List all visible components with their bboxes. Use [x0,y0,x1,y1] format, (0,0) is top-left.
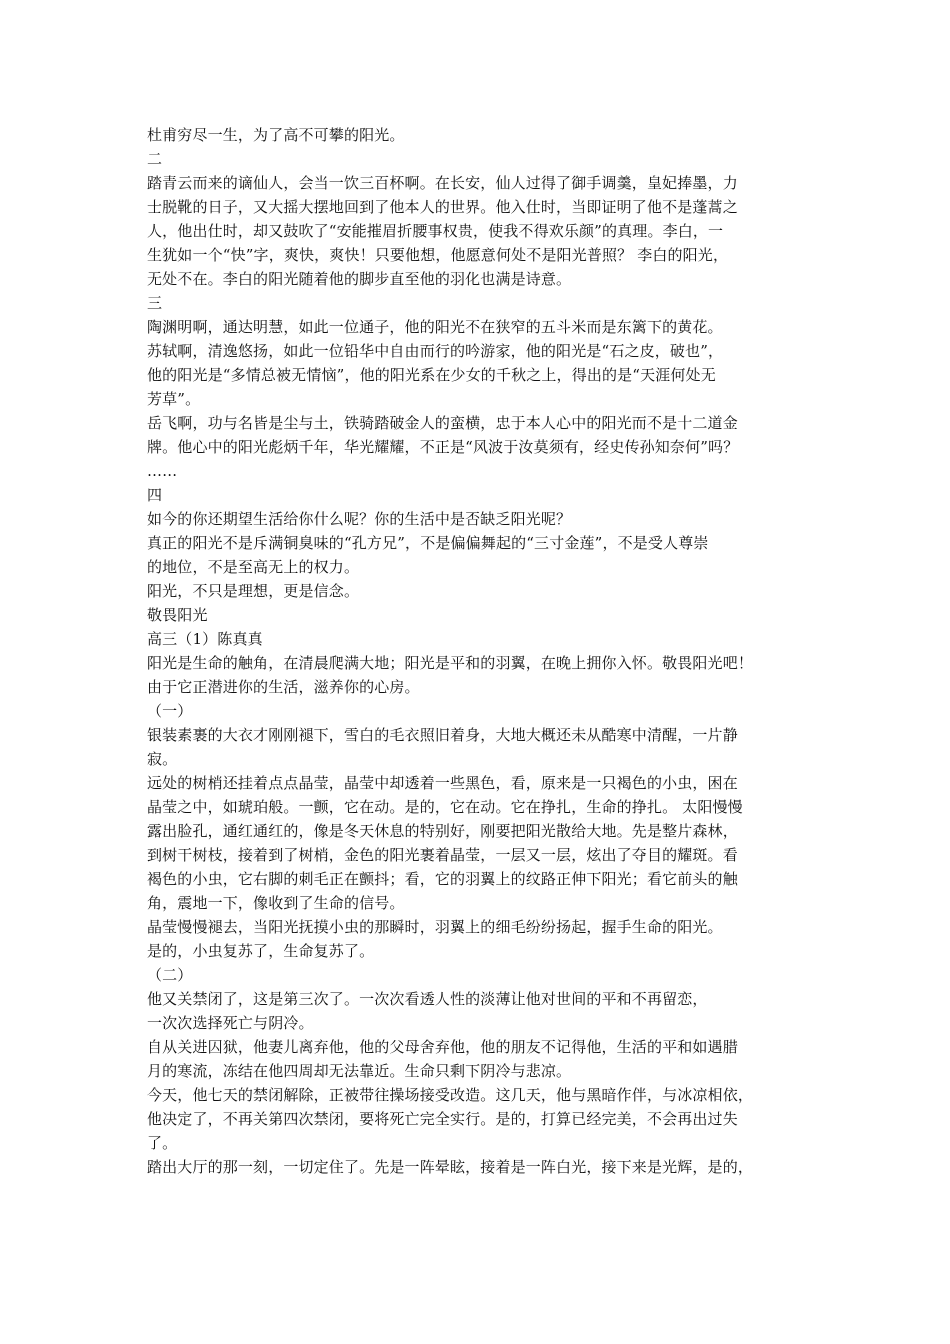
text-line: （一） [147,702,193,720]
text-line: 芳草”。 [147,390,201,408]
text-line: 陶渊明啊，通达明慧，如此一位通子，他的阳光不在狭窄的五斗米而是东篱下的黄花。 [147,318,723,336]
text-line: 今天，他七天的禁闭解除，正被带往操场接受改造。这几天，他与黑暗作伴，与冰凉相依， [147,1086,754,1104]
text-line: 是的，小虫复苏了，生命复苏了。 [147,942,375,960]
text-line: 由于它正潜进你的生活，滋养你的心房。 [147,678,420,696]
text-line: 自从关进囚狱，他妻儿离弃他，他的父母舍弃他，他的朋友不记得他，生活的平和如遇腊 [147,1038,738,1056]
text-line: 杜甫穷尽一生，为了高不可攀的阳光。 [147,126,405,144]
text-line: 月的寒流，冻结在他四周却无法靠近。生命只剩下阴冷与悲凉。 [147,1062,572,1080]
text-line: 二 [147,150,163,168]
text-line: 人，他出仕时，却又鼓吹了“安能摧眉折腰事权贵，使我不得欢乐颜”的真理。李白，一 [147,222,724,240]
text-line: 苏轼啊，清逸悠扬，如此一位铅华中自由而行的吟游家，他的阳光是“石之皮，破也”， [147,342,724,360]
text-line: 阳光是生命的触角，在清晨爬满大地；阳光是平和的羽翼，在晚上拥你入怀。敬畏阳光吧！ [147,654,754,672]
text-line: 他决定了，不再关第四次禁闭，要将死亡完全实行。是的，打算已经完美，不会再出过失 [147,1110,738,1128]
text-line: 三 [147,294,163,312]
text-line: 无处不在。李白的阳光随着他的脚步直至他的羽化也满是诗意。 [147,270,572,288]
text-line: 了。 [147,1134,178,1152]
text-line: 士脱靴的日子，又大摇大摆地回到了他本人的世界。他入仕时，当即证明了他不是蓬蒿之 [147,198,738,216]
text-line: 高三（1）陈真真 [147,630,263,648]
text-line: 一次次选择死亡与阴冷。 [147,1014,314,1032]
text-line: 的地位，不是至高无上的权力。 [147,558,360,576]
text-line: 远处的树梢还挂着点点晶莹，晶莹中却透着一些黑色，看，原来是一只褐色的小虫，困在 [147,774,738,792]
text-line: 牌。他心中的阳光彪炳千年，华光耀耀，不正是“风波于汝莫须有，经史传孙知奈何”吗？ [147,438,739,456]
text-line: 如今的你还期望生活给你什么呢？你的生活中是否缺乏阳光呢？ [147,510,572,528]
essay-body [147,123,827,1179]
text-line: …… [147,462,178,480]
text-line: 角，震地一下，像收到了生命的信号。 [147,894,405,912]
text-line: 寂。 [147,750,178,768]
text-line: 褐色的小虫，它右脚的刺毛正在颤抖；看，它的羽翼上的纹路正伸下阳光；看它前头的触 [147,870,738,888]
text-line: （二） [147,966,193,984]
text-line: 踏出大厅的那一刻，一切定住了。先是一阵晕眩，接着是一阵白光，接下来是光辉，是的， [147,1158,754,1176]
text-line: 他又关禁闭了，这是第三次了。一次次看透人性的淡薄让他对世间的平和不再留恋， [147,990,708,1008]
text-line: 四 [147,486,163,504]
text-line: 到树干树枝，接着到了树梢，金色的阳光裹着晶莹，一层又一层，炫出了夺目的耀斑。看 [147,846,738,864]
text-line: 露出脸孔，通红通红的，像是冬天休息的特别好，刚要把阳光散给大地。先是整片森林， [147,822,738,840]
text-line: 敬畏阳光 [147,606,208,624]
text-line: 踏青云而来的谪仙人，会当一饮三百杯啊。在长安，仙人过得了御手调羹，皇妃捧墨，力 [147,174,738,192]
text-line: 晶莹之中，如琥珀般。一颤，它在动。是的，它在动。它在挣扎，生命的挣扎。 太阳慢慢 [147,798,743,816]
text-line: 岳飞啊，功与名皆是尘与土，铁骑踏破金人的蛮横，忠于本人心中的阳光而不是十二道金 [147,414,738,432]
text-line: 银装素裹的大衣才刚刚褪下，雪白的毛衣照旧着身，大地大概还未从酷寒中清醒，一片静 [147,726,738,744]
text-line: 他的阳光是“多情总被无情恼”，他的阳光系在少女的千秋之上，得出的是“天涯何处无 [147,366,716,384]
text-line: 阳光，不只是理想，更是信念。 [147,582,360,600]
text-line: 晶莹慢慢褪去，当阳光抚摸小虫的那瞬时，羽翼上的细毛纷纷扬起，握手生命的阳光。 [147,918,723,936]
text-line: 生犹如一个“快”字，爽快，爽快！只要他想，他愿意何处不是阳光普照？ 李白的阳光， [147,246,729,264]
text-line: 真正的阳光不是斥满铜臭味的“孔方兄”，不是偏偏舞起的“三寸金莲”，不是受人尊崇 [147,534,709,552]
